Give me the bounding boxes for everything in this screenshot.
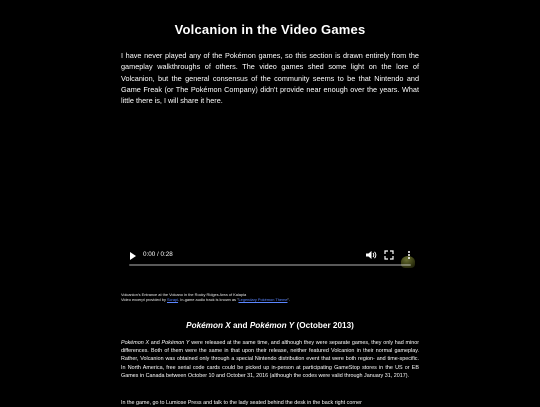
- p-rest: were released at the same time, and although they were separate games, they only had minor differences. Both of them were the same in that upon their release, neither featured Volcanion in their normal gameplay. Rather, Volcanion was obtained only through a special Nintendo distribution event that were both region- and time-specific. In North America, free serial code cards could be picked up in-person at participating GameStop stores in the US or EB Games in Canada between October 10 and October 31, 2016 (although the codes were valid through January 31, 2017).: [121, 340, 419, 379]
- video-caption: [121, 292, 419, 303]
- title-date: (October 2013): [294, 321, 354, 330]
- title-game-x: Pokémon X: [186, 321, 231, 330]
- intro-paragraph: I have never played any of the Pokémon games, so this section is drawn entirely from the gameplay walkthroughs of others. The video games shed some light on the lore of Volcanion, but the general consensus of the community seems to be that Nintendo and Game Freak (or The Pokémon Company) didn't provide near enough over the years. What little there is, I will share it here.: [121, 51, 419, 106]
- fullscreen-icon[interactable]: [384, 250, 394, 260]
- caption-line-2: [121, 297, 419, 302]
- caption-suffix: ".: [287, 297, 290, 303]
- caption-prefix: Video excerpt provided by: [121, 297, 167, 303]
- section-heading-xy: [0, 321, 540, 330]
- speaker-icon[interactable]: [365, 250, 377, 260]
- video-progress-bar[interactable]: [129, 264, 411, 266]
- video-player[interactable]: [121, 118, 419, 274]
- p-and: and: [149, 340, 162, 346]
- p-game-x: Pokémon X: [121, 340, 150, 346]
- caption-link-scrapi[interactable]: Scrapi: [167, 297, 179, 303]
- section-xy-paragraph: [121, 339, 419, 380]
- caption-line-1: Volcanion's Entrance at the Volcano in the Rocky Ridges Area of Kalapia: [121, 292, 247, 297]
- page-title: Volcanion in the Video Games: [174, 22, 366, 37]
- p-game-y: Pokémon Y: [161, 340, 190, 346]
- more-vertical-icon[interactable]: [406, 250, 412, 260]
- video-time: 0:00 / 0:28: [143, 251, 173, 258]
- video-controls: [121, 242, 419, 274]
- title-game-y: Pokémon Y: [249, 321, 295, 330]
- section-xy-paragraph-2: In the game, go to Lumiose Press and talk to the lady seated behind the desk in the back right corner: [121, 400, 362, 406]
- caption-middle: . In-game audio track is known as ": [178, 297, 239, 303]
- title-and: and: [230, 321, 250, 330]
- caption-link-theme[interactable]: Legendary Pokémon Theme: [238, 297, 288, 303]
- play-icon[interactable]: [130, 252, 136, 260]
